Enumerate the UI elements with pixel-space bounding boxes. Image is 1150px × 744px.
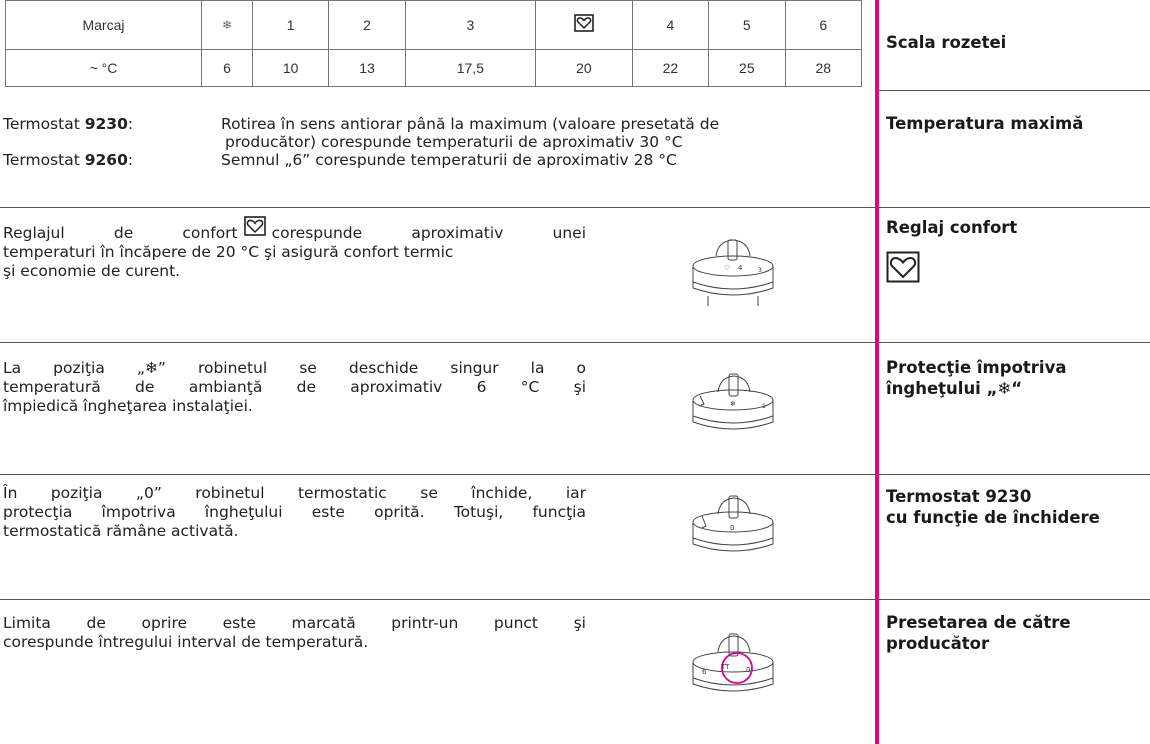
comfort-heart-icon (886, 251, 920, 283)
table-cell: 28 (785, 49, 861, 87)
closing-line: termostatică rămâne activată. (3, 522, 239, 540)
thermostat-label: Termostat (3, 115, 85, 133)
frost-line: împiedică îngheţarea instalaţiei. (3, 397, 253, 415)
divider (879, 90, 1150, 91)
comfort-heart-icon (244, 216, 266, 236)
colon: : (127, 115, 134, 133)
comfort-line: temperaturi în încăpere de 20 °C şi asigură confort termic (3, 243, 454, 261)
section-title-line: producător (886, 634, 990, 653)
closing-text (3, 484, 586, 541)
table-cell: 4 (632, 1, 708, 50)
preset-line: corespunde întregului interval de temperatură. (3, 633, 369, 651)
knob-mark: 0 (746, 666, 751, 674)
thermostat-knob-closing-icon (688, 484, 778, 564)
preset-text (3, 614, 586, 652)
table-cell: 6 (202, 49, 253, 87)
frost-line: temperatură de ambianţă de aproximativ 6 °C şi (3, 378, 586, 396)
knob-mark: 3 (758, 267, 762, 274)
comfort-line: corespunde aproximativ unei (271, 224, 586, 242)
table-cell: 1 (252, 1, 328, 50)
table-cell: 6 (785, 1, 861, 50)
thermostat-knob-comfort-icon (688, 226, 778, 306)
frost-text (3, 359, 586, 416)
table-cell: 25 (709, 49, 785, 87)
table-cell: 5 (709, 1, 785, 50)
knob-mark: 4 (738, 264, 743, 272)
table-cell: 20 (535, 49, 632, 87)
divider (0, 342, 876, 343)
knob-mark: 1 (762, 403, 766, 410)
knob-mark: ❄ (730, 400, 736, 408)
table-cell: 3 (405, 1, 535, 50)
closing-line: protecţia împotriva îngheţului este oprită. Totuşi, funcţia (3, 503, 586, 521)
table-row (6, 1, 862, 50)
table-row (6, 49, 862, 87)
divider (879, 474, 1150, 475)
divider (879, 342, 1150, 343)
max-temp-text (3, 115, 719, 169)
table-cell: ~ °C (6, 49, 202, 87)
knob-mark: 0 (730, 524, 735, 532)
section-title-line: Protecţie împotriva (886, 358, 1067, 377)
table-cell: 2 (329, 1, 405, 50)
table-cell: 10 (252, 49, 328, 87)
section-title-line: Presetarea de către (886, 613, 1071, 632)
table-cell: ❄ (202, 1, 253, 50)
divider (0, 207, 876, 208)
table-cell: 13 (329, 49, 405, 87)
frost-line: La poziţia „❄” robinetul se deschide singur la o (3, 359, 586, 377)
section-title-preset (886, 612, 1071, 654)
section-title-max: Temperatura maximă (886, 114, 1084, 133)
section-title-line: îngheţului „❄“ (886, 379, 1023, 398)
sidebar (876, 0, 1150, 744)
comfort-text (3, 222, 586, 281)
table-cell: Marcaj (6, 1, 202, 50)
table-cell (535, 1, 632, 50)
thermostat-model: 9230 (84, 115, 128, 133)
section-title-line: Termostat 9230 (886, 487, 1032, 506)
preset-line: Limita de oprire este marcată printr-un punct şi (3, 614, 586, 632)
divider (879, 207, 1150, 208)
section-title-closing (886, 486, 1100, 528)
knob-mark: TT (721, 663, 730, 671)
comfort-heart-icon (574, 14, 594, 32)
thermostat-label: Termostat (3, 151, 85, 169)
section-title-scale: Scala rozetei (886, 33, 1007, 52)
rosette-scale-table (5, 0, 862, 87)
table-cell: 17,5 (405, 49, 535, 87)
section-title-line: cu funcţie de închidere (886, 508, 1100, 527)
section-title-comfort: Reglaj confort (886, 218, 1018, 237)
divider (0, 474, 876, 475)
thermostat-knob-frost-icon (688, 362, 778, 442)
colon: : (127, 151, 134, 169)
comfort-line: şi economie de curent. (3, 262, 181, 280)
max-temp-line: producător) corespunde temperaturii de aproximativ 30 °C (225, 133, 683, 151)
thermostat-model: 9260 (84, 151, 128, 169)
knob-mark: ♡ (724, 264, 731, 272)
max-temp-line: Semnul „6” corespunde temperaturii de aproximativ 28 °C (221, 151, 677, 169)
divider (879, 599, 1150, 600)
closing-line: În poziţia „0” robinetul termostatic se închide, iar (3, 484, 586, 502)
table-cell: 22 (632, 49, 708, 87)
section-title-frost (886, 357, 1066, 399)
divider (0, 599, 876, 600)
comfort-line: Reglajul de confort (3, 224, 238, 242)
knob-mark: 6 (702, 668, 707, 676)
thermostat-knob-preset-icon (688, 620, 778, 710)
max-temp-line: Rotirea în sens antiorar până la maximum (valoare presetată de (221, 115, 720, 133)
